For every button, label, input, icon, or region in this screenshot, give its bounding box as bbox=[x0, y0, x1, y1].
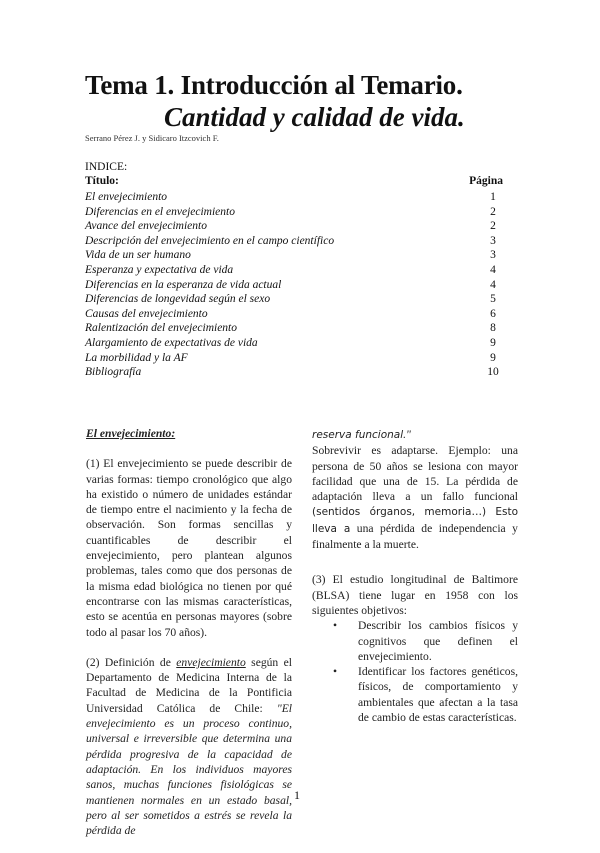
toc-header bbox=[85, 175, 503, 190]
toc-entry-title: Alargamiento de expectativas de vida bbox=[85, 336, 258, 349]
right-column bbox=[312, 427, 518, 725]
toc-entry-title: Diferencias de longevidad según el sexo bbox=[85, 293, 271, 306]
toc-entry-page: 2 bbox=[490, 220, 496, 233]
document-title: Tema 1. Introducción al Temario. bbox=[85, 70, 463, 100]
text: (2) Definición de bbox=[86, 655, 177, 669]
section-heading: El envejecimiento: bbox=[86, 427, 176, 440]
toc-row bbox=[85, 292, 503, 307]
toc-entry-page: 9 bbox=[490, 351, 496, 364]
toc-entry-title: Esperanza y expectativa de vida bbox=[85, 263, 234, 276]
authors: Serrano Pérez J. y Sidicaro Itzcovich F. bbox=[85, 133, 219, 143]
toc-row bbox=[85, 278, 503, 293]
handwritten-note: reserva funcional bbox=[312, 429, 404, 441]
table-of-contents bbox=[85, 175, 503, 380]
toc-entry-page: 3 bbox=[490, 234, 496, 247]
text: una pérdida de independencia y finalmente a la muerte. bbox=[312, 521, 518, 552]
page-number: 1 bbox=[294, 788, 300, 802]
toc-entry-title: El envejecimiento bbox=[85, 191, 168, 203]
paragraph-1: (1) El envejecimiento se puede describir de varias formas: tiempo cronológico que algo ha existido o número de unidades estándar de tiempo entre el nacimiento y la fecha de observación. Son formas sencillas y cuantificables de describir el envejecimiento, pero plantean algunos problemas, tales como que dos personas de la misma edad biológica no tienen por qué encontrarse con las mismas características, esto se acentúa en personas mayores (sobre todo al pasar los 70 años). bbox=[86, 457, 292, 639]
toc-entry-title: Diferencias en la esperanza de vida actual bbox=[85, 278, 282, 291]
toc-row bbox=[85, 365, 503, 380]
document-subtitle: Cantidad y calidad de vida. bbox=[164, 102, 465, 132]
toc-row bbox=[85, 234, 503, 249]
quote: "El envejecimiento es un proceso continuo, universal e irreversible que determina una pérdida progresiva de la capacidad de adaptación. En los individuos mayores sanos, muchas funciones fisiológicas se mantienen normales en un estado basal, pero al ser sometidos a estrés se revela la pérdida de bbox=[86, 701, 292, 838]
text: Sobrevivir es adaptarse. Ejemplo: una persona de 50 años se lesiona con mayor facilidad que una de 15. La pérdida de adaptación lleva a un fallo funcional bbox=[312, 444, 518, 504]
toc-col-title: Título: bbox=[85, 175, 119, 187]
toc-entry-page: 10 bbox=[487, 366, 499, 379]
handwritten-note: (sentidos órganos, memoria…) Esto lleva a bbox=[312, 506, 518, 535]
toc-entry-title: Diferencias en el envejecimiento bbox=[85, 205, 235, 218]
toc-entry-title: Causas del envejecimiento bbox=[85, 307, 208, 320]
toc-entry-page: 6 bbox=[490, 307, 496, 320]
toc-entry-title: Avance del envejecimiento bbox=[85, 220, 207, 233]
toc-entry-title: Vida de un ser humano bbox=[85, 249, 191, 262]
toc-row bbox=[85, 219, 503, 234]
paragraph-4: (3) El estudio longitudinal de Baltimore (BLSA) tiene lugar en 1958 con los siguientes objetivos: bbox=[312, 573, 518, 617]
toc-row bbox=[85, 351, 503, 366]
toc-col-page: Página bbox=[469, 175, 503, 187]
left-column bbox=[86, 426, 292, 853]
toc-entry-page: 8 bbox=[490, 322, 496, 335]
list-item: • Describir los cambios físicos y cognitivos que definen el envejecimiento. bbox=[358, 618, 518, 664]
toc-row bbox=[85, 263, 503, 278]
text: según el Departamento de Medicina Interna de la Facultad de Medicina de la Pontificia Universidad Católica de Chile: bbox=[86, 655, 292, 715]
paragraph-3 bbox=[312, 427, 518, 552]
toc-label: INDICE: bbox=[85, 161, 128, 173]
paragraph-2 bbox=[86, 655, 292, 839]
toc-row bbox=[85, 190, 503, 205]
toc-entry-page: 4 bbox=[490, 278, 496, 291]
term-envejecimiento: envejecimiento bbox=[176, 655, 246, 669]
list-item: • Identificar los factores genéticos, físicos, de comportamiento y ambientales que afectan a la tasa de cambio de estas características. bbox=[358, 664, 518, 725]
toc-entry-title: La morbilidad y la AF bbox=[85, 351, 188, 364]
toc-entry-page: 4 bbox=[490, 263, 496, 276]
toc-entry-page: 5 bbox=[490, 293, 496, 306]
toc-entry-page: 2 bbox=[490, 205, 496, 218]
toc-row bbox=[85, 248, 503, 263]
toc-entry-page: 1 bbox=[490, 191, 496, 203]
toc-row bbox=[85, 321, 503, 336]
toc-entry-page: 3 bbox=[490, 249, 496, 262]
text: ." bbox=[403, 428, 411, 441]
toc-row bbox=[85, 336, 503, 351]
toc-row bbox=[85, 307, 503, 322]
objectives-list bbox=[312, 618, 518, 725]
toc-entry-title: Descripción del envejecimiento en el campo científico bbox=[85, 234, 335, 247]
toc-entry-title: Bibliografía bbox=[85, 366, 142, 379]
toc-entry-page: 9 bbox=[490, 336, 496, 349]
toc-row bbox=[85, 205, 503, 220]
toc-entry-title: Ralentización del envejecimiento bbox=[85, 322, 237, 335]
